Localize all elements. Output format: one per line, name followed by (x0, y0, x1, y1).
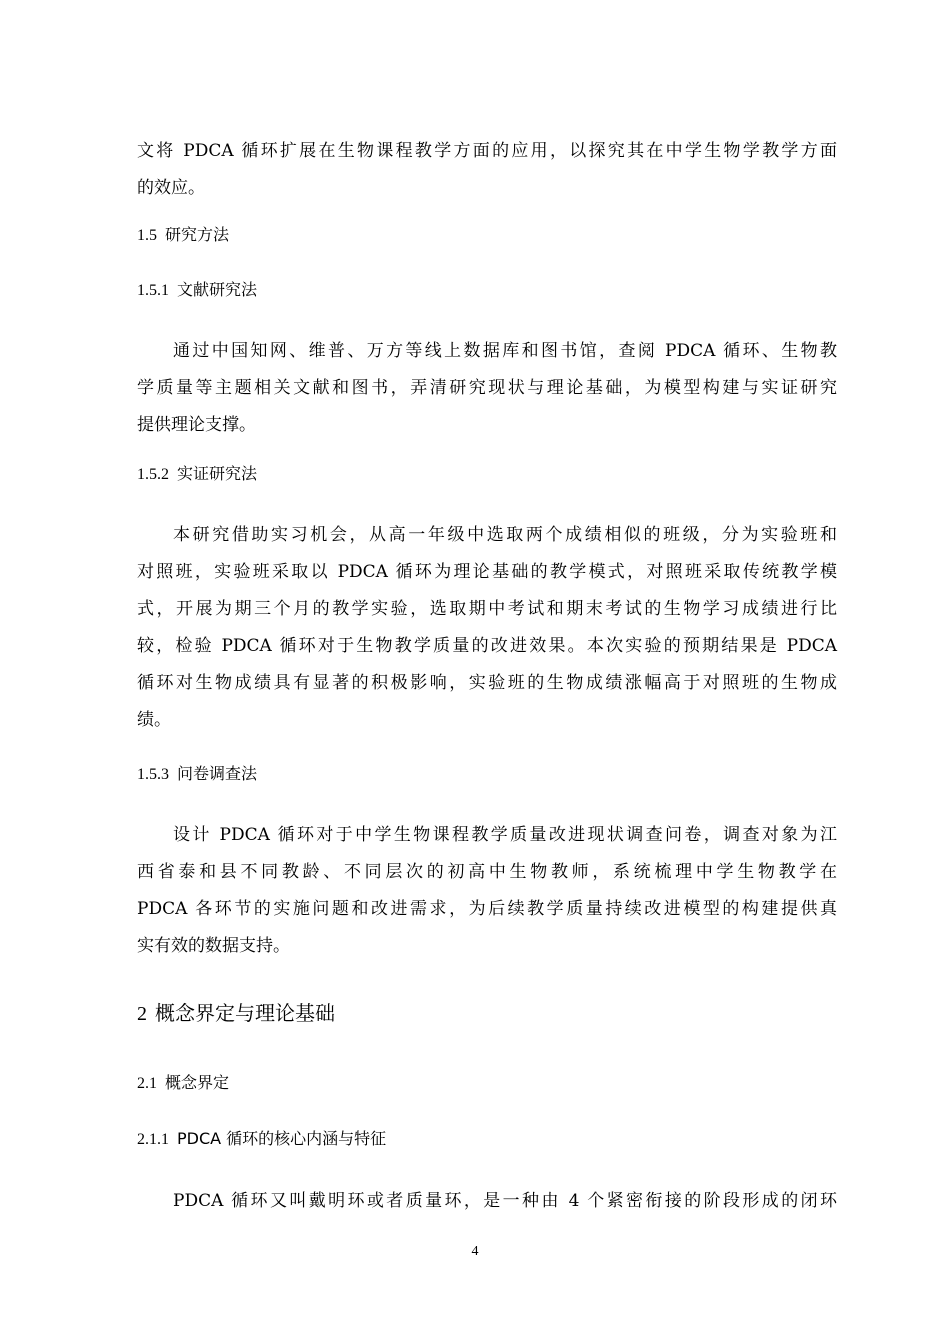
heading-1-5-2 (137, 462, 837, 487)
paragraph-line: 的效应。 (137, 178, 205, 198)
heading-number: 1.5.2 (137, 466, 169, 483)
heading-number: 2.1 (137, 1075, 157, 1092)
heading-title: 概念界定 (165, 1073, 230, 1092)
paragraph-literature-method (137, 333, 837, 444)
paragraph-empirical-method (137, 517, 837, 739)
heading-number: 2.1.1 (137, 1131, 169, 1148)
paragraph-line: 设计 PDCA 循环对于中学生物课程教学质量改进现状调查问卷，调查对象为江 (173, 825, 837, 845)
paragraph-pdca-definition (137, 1183, 837, 1220)
paragraph-line: 学质量等主题相关文献和图书，弄清研究现状与理论基础，为模型构建与实证研究 (137, 378, 837, 398)
paragraph-line: 本研究借助实习机会，从高一年级中选取两个成绩相似的班级，分为实验班和 (173, 525, 837, 545)
paragraph-intro (137, 133, 837, 207)
paragraph-line: 循环对生物成绩具有显著的积极影响，实验班的生物成绩涨幅高于对照班的生物成 (137, 673, 837, 693)
heading-1-5-1 (137, 278, 837, 303)
heading-2-1-1 (137, 1127, 837, 1152)
heading-number: 1.5.1 (137, 282, 169, 299)
heading-number: 1.5 (137, 227, 157, 244)
heading-title: PDCA 循环的核心内涵与特征 (177, 1129, 387, 1148)
heading-number: 1.5.3 (137, 766, 169, 783)
paragraph-survey-method (137, 817, 837, 965)
paragraph-line: 对照班，实验班采取以 PDCA 循环为理论基础的教学模式，对照班采取传统教学模 (137, 562, 837, 582)
heading-title: 文献研究法 (177, 280, 258, 299)
paragraph-line: 文将 PDCA 循环扩展在生物课程教学方面的应用，以探究其在中学生物学教学方面 (137, 141, 837, 161)
paragraph-line: 实有效的数据支持。 (137, 936, 290, 956)
heading-title: 概念界定与理论基础 (155, 1001, 335, 1025)
heading-2-1 (137, 1071, 837, 1096)
heading-chapter-2 (137, 998, 837, 1029)
paragraph-line: 西省泰和县不同教龄、不同层次的初高中生物教师，系统梳理中学生物教学在 (137, 862, 837, 882)
paragraph-line: 较，检验 PDCA 循环对于生物教学质量的改进效果。本次实验的预期结果是 PDCA (137, 636, 837, 656)
paragraph-line: PDCA 循环又叫戴明环或者质量环，是一种由 4 个紧密衔接的阶段形成的闭环 (173, 1191, 837, 1211)
page-number: 4 (471, 1244, 479, 1259)
paragraph-line: 通过中国知网、维普、万方等线上数据库和图书馆，查阅 PDCA 循环、生物教 (173, 341, 837, 361)
heading-title: 研究方法 (165, 225, 230, 244)
paragraph-line: 绩。 (137, 710, 171, 730)
heading-number: 2 (137, 1003, 147, 1025)
paragraph-line: 提供理论支撑。 (137, 415, 256, 435)
paragraph-line: 式，开展为期三个月的教学实验，选取期中考试和期末考试的生物学习成绩进行比 (137, 599, 837, 619)
heading-1-5 (137, 223, 837, 248)
heading-1-5-3 (137, 762, 837, 787)
heading-title: 问卷调查法 (177, 764, 258, 783)
paragraph-line: PDCA 各环节的实施问题和改进需求，为后续教学质量持续改进模型的构建提供真 (137, 899, 837, 919)
heading-title: 实证研究法 (177, 464, 258, 483)
